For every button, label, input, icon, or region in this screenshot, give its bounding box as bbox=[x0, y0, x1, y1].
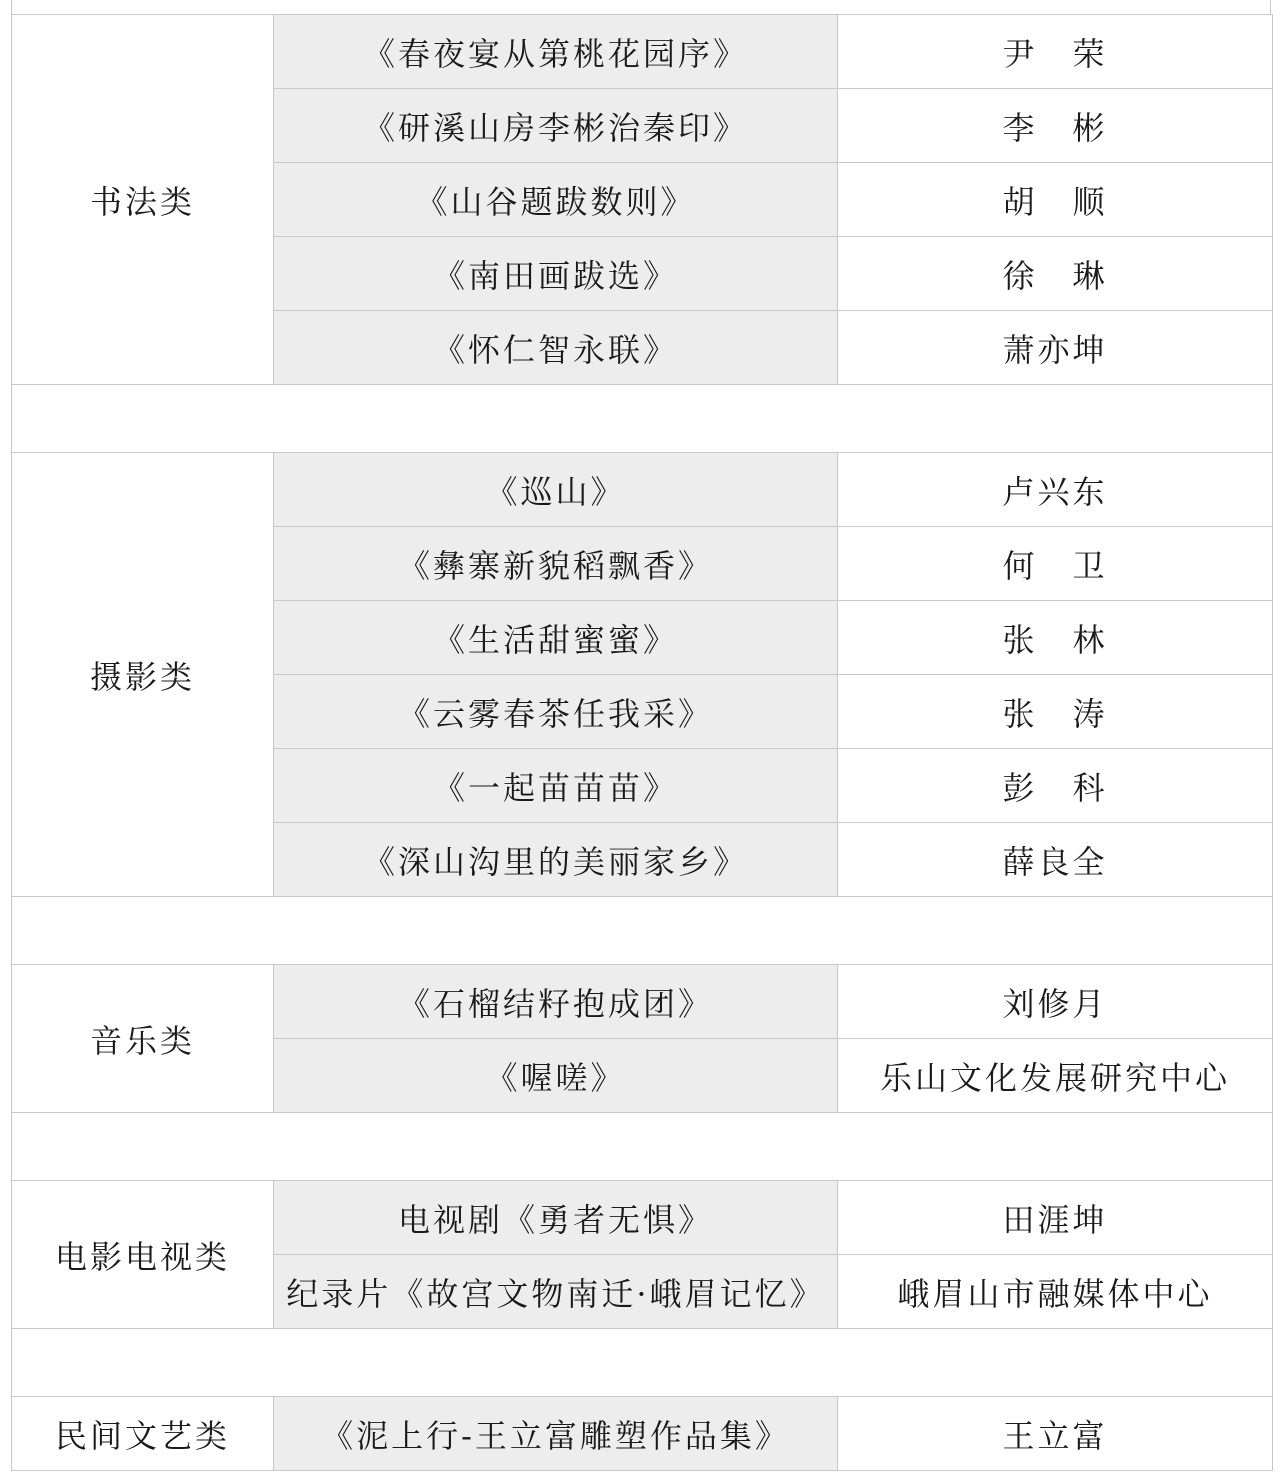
work-title-cell: 《彝寨新貌稻飘香》 bbox=[274, 527, 838, 601]
work-title-cell: 《泥上行-王立富雕塑作品集》 bbox=[274, 1397, 838, 1471]
author-cell: 彭 科 bbox=[838, 749, 1273, 823]
category-cell-music: 音乐类 bbox=[12, 965, 274, 1113]
author-cell: 张 涛 bbox=[838, 675, 1273, 749]
author-cell: 乐山文化发展研究中心 bbox=[838, 1039, 1273, 1113]
author-cell: 胡 顺 bbox=[838, 163, 1273, 237]
author-cell: 何 卫 bbox=[838, 527, 1273, 601]
work-title-cell: 《生活甜蜜蜜》 bbox=[274, 601, 838, 675]
group-spacer-row bbox=[12, 897, 1273, 965]
group-spacer-row bbox=[12, 1329, 1273, 1397]
spacer-cell bbox=[12, 1113, 1273, 1181]
author-cell: 薛良全 bbox=[838, 823, 1273, 897]
work-title-cell: 《山谷题跋数则》 bbox=[274, 163, 838, 237]
work-title-cell: 《喔嗟》 bbox=[274, 1039, 838, 1113]
table-row bbox=[12, 453, 1273, 527]
author-cell: 尹 荣 bbox=[838, 15, 1273, 89]
work-title-cell: 《春夜宴从第桃花园序》 bbox=[274, 15, 838, 89]
author-cell: 张 林 bbox=[838, 601, 1273, 675]
table-row bbox=[12, 1397, 1273, 1471]
work-title-cell: 《巡山》 bbox=[274, 453, 838, 527]
author-cell: 徐 琳 bbox=[838, 237, 1273, 311]
work-title-cell: 纪录片《故宫文物南迁·峨眉记忆》 bbox=[274, 1255, 838, 1329]
author-cell: 田涯坤 bbox=[838, 1181, 1273, 1255]
category-cell-photography: 摄影类 bbox=[12, 453, 274, 897]
category-cell-calligraphy: 书法类 bbox=[12, 15, 274, 385]
spacer-cell bbox=[12, 385, 1273, 453]
author-cell: 峨眉山市融媒体中心 bbox=[838, 1255, 1273, 1329]
work-title-cell: 《深山沟里的美丽家乡》 bbox=[274, 823, 838, 897]
work-title-cell: 《怀仁智永联》 bbox=[274, 311, 838, 385]
author-cell: 王立富 bbox=[838, 1397, 1273, 1471]
group-spacer-row bbox=[12, 385, 1273, 453]
work-title-cell: 《南田画跋选》 bbox=[274, 237, 838, 311]
spacer-cell bbox=[12, 1329, 1273, 1397]
author-cell: 卢兴东 bbox=[838, 453, 1273, 527]
author-cell: 萧亦坤 bbox=[838, 311, 1273, 385]
table-row bbox=[12, 965, 1273, 1039]
category-cell-folk-art: 民间文艺类 bbox=[12, 1397, 274, 1471]
awards-table-body bbox=[12, 15, 1273, 1471]
table-row bbox=[12, 1181, 1273, 1255]
work-title-cell: 《研溪山房李彬治秦印》 bbox=[274, 89, 838, 163]
table-row bbox=[12, 15, 1273, 89]
work-title-cell: 《一起苗苗苗》 bbox=[274, 749, 838, 823]
work-title-cell: 电视剧《勇者无惧》 bbox=[274, 1181, 838, 1255]
awards-table bbox=[11, 14, 1273, 1471]
category-cell-film-tv: 电影电视类 bbox=[12, 1181, 274, 1329]
table-top-edge bbox=[11, 0, 1271, 14]
group-spacer-row bbox=[12, 1113, 1273, 1181]
author-cell: 李 彬 bbox=[838, 89, 1273, 163]
spacer-cell bbox=[12, 897, 1273, 965]
work-title-cell: 《云雾春茶任我采》 bbox=[274, 675, 838, 749]
work-title-cell: 《石榴结籽抱成团》 bbox=[274, 965, 838, 1039]
author-cell: 刘修月 bbox=[838, 965, 1273, 1039]
